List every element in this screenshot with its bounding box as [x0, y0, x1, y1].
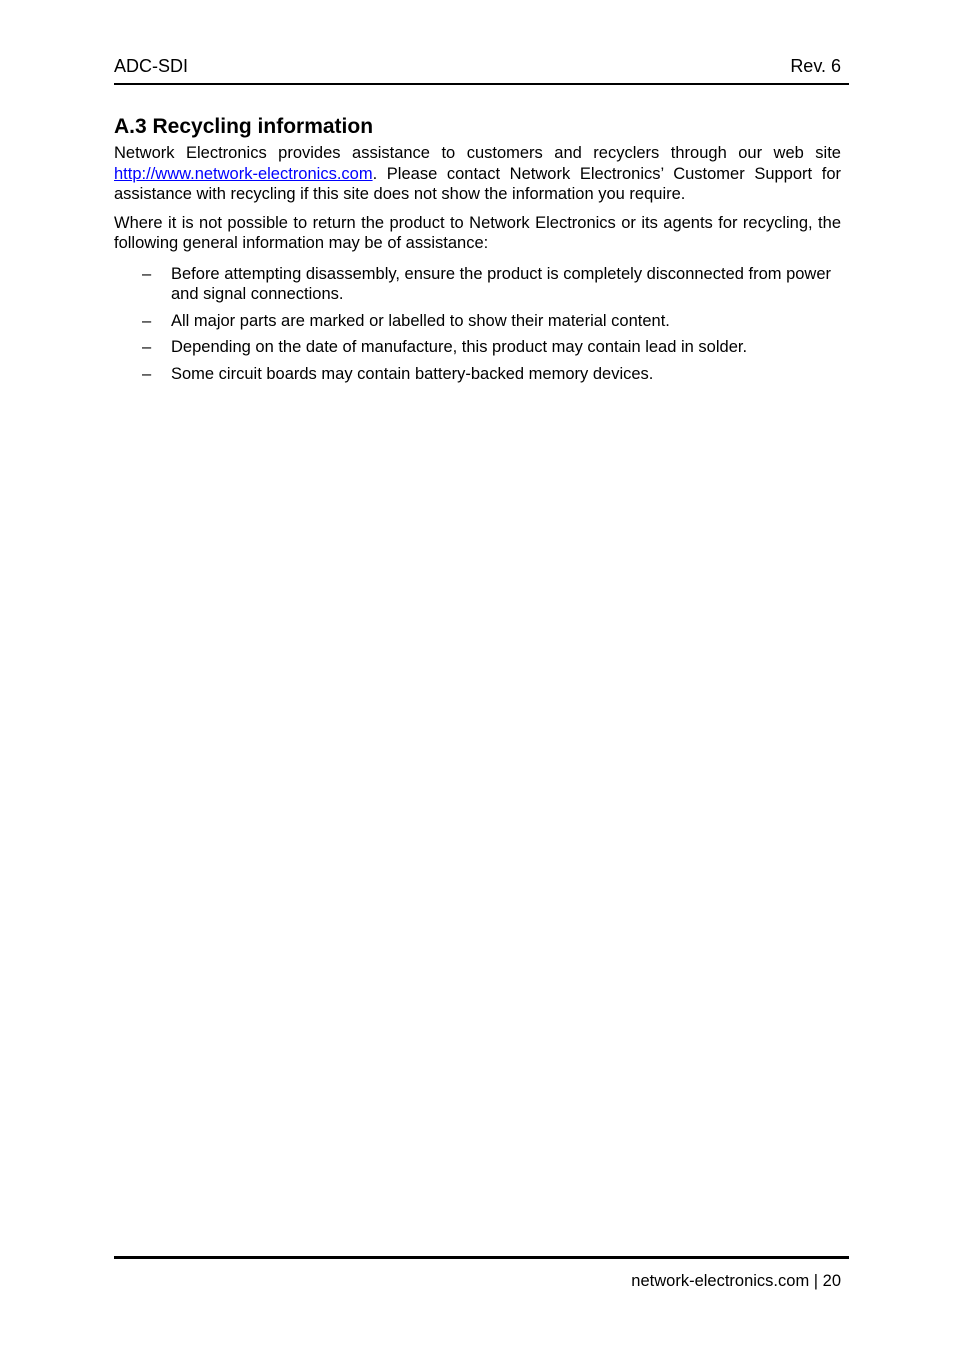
list-item-text: All major parts are marked or labelled to show their material content.: [171, 311, 670, 330]
list-item: [114, 311, 841, 332]
list-item-text: Depending on the date of manufacture, this product may contain lead in solder.: [171, 338, 748, 356]
footer-rule: [114, 1256, 849, 1259]
intro-text-start: Network Electronics provides assistance to customers and recyclers through our web site: [114, 144, 841, 162]
bullet-dash: –: [142, 311, 152, 330]
list-item: [114, 264, 841, 305]
bullet-dash: –: [142, 338, 152, 356]
intro-paragraph: [114, 143, 841, 205]
general-info-paragraph: Where it is not possible to return the product to Network Electronics or its agents for recycling, the following general information may be of assistance:: [114, 213, 841, 252]
list-item-text: Before attempting disassembly, ensure the product is completely disconnected from power and signal connections.: [171, 264, 832, 303]
bullet-dash: –: [142, 364, 152, 383]
revision-label: Rev. 6: [790, 56, 841, 76]
document-title: ADC-SDI: [114, 56, 189, 76]
website-link[interactable]: http://www.network-electronics.com: [114, 164, 373, 183]
list-item: [114, 364, 841, 385]
list-item: [114, 337, 841, 358]
header-rule: [114, 83, 849, 85]
page-footer: network-electronics.com | 20: [631, 1272, 841, 1290]
main-content: [114, 113, 841, 390]
section-heading: A.3 Recycling information: [114, 115, 374, 138]
bullet-dash: –: [142, 264, 152, 283]
intro-text-end: . Please contact Network Electronics’ Customer Support for assistance with recycling if this site does not show the information you require.: [114, 164, 841, 203]
page-header: [114, 56, 841, 80]
list-item-text: Some circuit boards may contain battery-backed memory devices.: [171, 364, 654, 383]
recycling-list: [114, 264, 841, 385]
